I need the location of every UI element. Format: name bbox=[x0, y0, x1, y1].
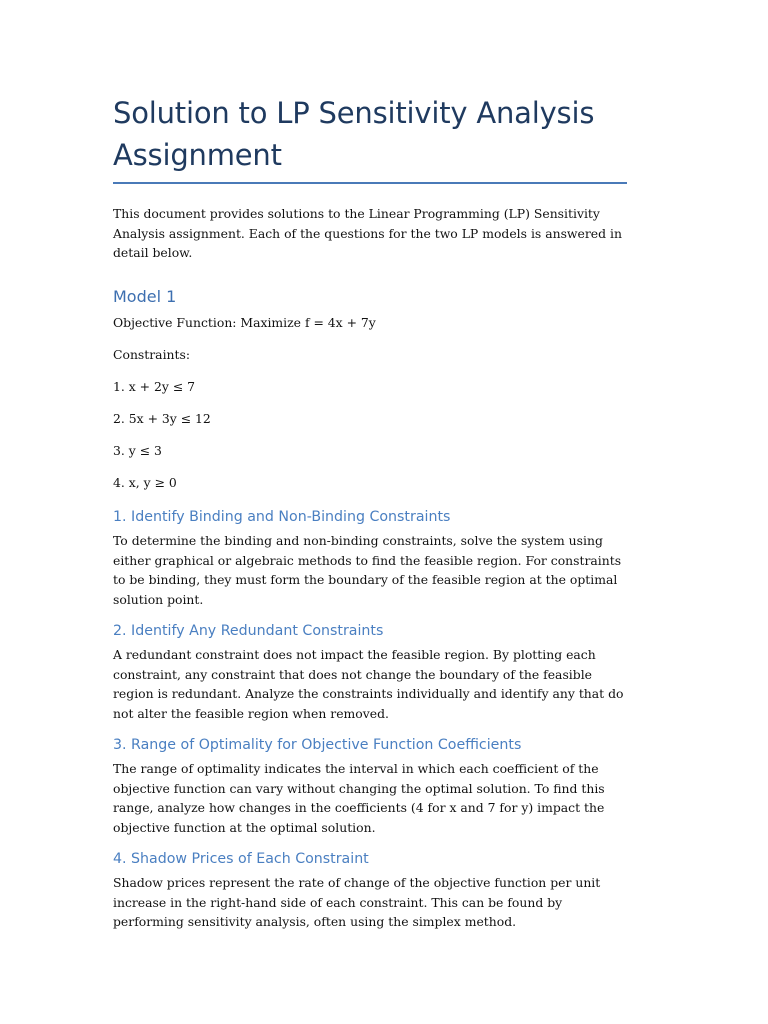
constraints-label: Constraints: bbox=[113, 346, 191, 362]
model-heading: Model 1 bbox=[113, 286, 177, 306]
section-shadow-prices bbox=[113, 848, 627, 932]
constraint-item: 2. 5x + 3y ≤ 12 bbox=[113, 410, 211, 426]
document-page bbox=[113, 92, 627, 943]
section-text: The range of optimality indicates the interval in which each coefficient of the objective function can vary without changing the optimal solution. To find this range, analyze how changes in the coefficients (4 for x and 7 for y) impact the objective function at the optimal solution. bbox=[113, 761, 605, 835]
title-underline bbox=[113, 182, 627, 184]
constraint-item: 4. x, y ≥ 0 bbox=[113, 474, 177, 490]
section-heading: 1. Identify Binding and Non-Binding Constraints bbox=[113, 509, 451, 525]
title-line-1: Solution to LP Sensitivity Analysis bbox=[113, 96, 595, 130]
constraint-item: 3. y ≤ 3 bbox=[113, 442, 162, 458]
objective-function: Objective Function: Maximize f = 4x + 7y bbox=[113, 314, 376, 330]
section-range-of-optimality bbox=[113, 734, 627, 837]
section-text: A redundant constraint does not impact the feasible region. By plotting each constraint, any constraint that does not change the boundary of the feasible region is redundant. Analyze the constraints individually and identify any that do not alter the feasible region when removed. bbox=[113, 647, 624, 721]
section-heading: 3. Range of Optimality for Objective Function Coefficients bbox=[113, 737, 522, 753]
section-binding-constraints bbox=[113, 506, 627, 609]
section-text: Shadow prices represent the rate of change of the objective function per unit increase in the right-hand side of each constraint. This can be found by performing sensitivity analysis, often using the simplex method. bbox=[113, 875, 601, 929]
section-redundant-constraints bbox=[113, 620, 627, 723]
document-title bbox=[113, 92, 627, 182]
section-heading: 4. Shadow Prices of Each Constraint bbox=[113, 851, 369, 867]
section-heading: 2. Identify Any Redundant Constraints bbox=[113, 623, 384, 639]
title-line-2: Assignment bbox=[113, 138, 282, 172]
constraint-item: 1. x + 2y ≤ 7 bbox=[113, 378, 196, 394]
section-text: To determine the binding and non-binding constraints, solve the system using either graphical or algebraic methods to find the feasible region. For constraints to be binding, they must form the boundary of the feasible region at the optimal solution point. bbox=[113, 533, 622, 607]
intro-paragraph: This document provides solutions to the Linear Programming (LP) Sensitivity Analysis assignment. Each of the questions for the two LP models is answered in detail below. bbox=[113, 206, 622, 260]
